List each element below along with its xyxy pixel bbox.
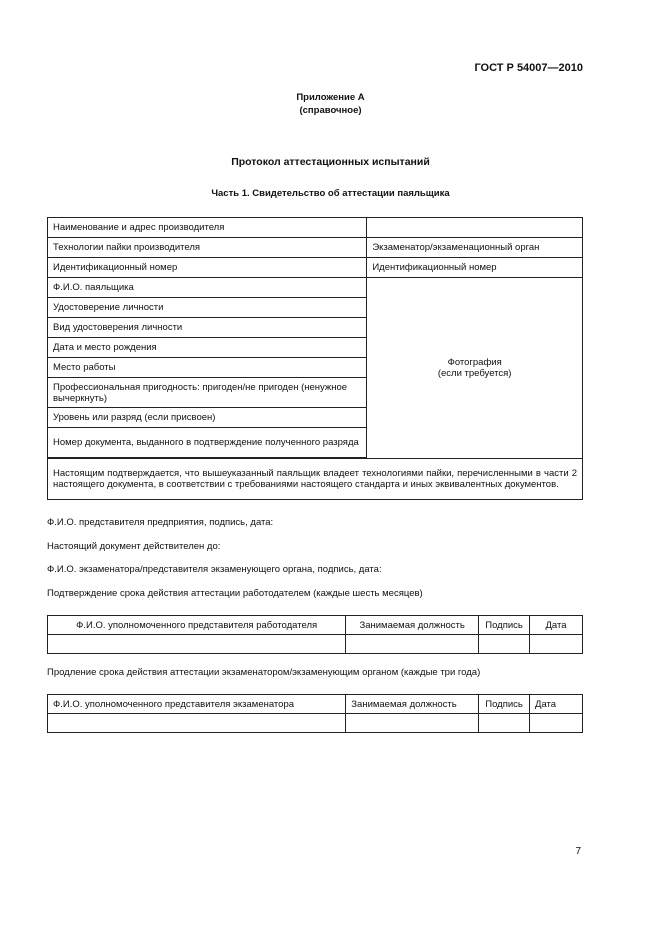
employer-table [47,615,583,654]
examiner-col-signature: Подпись [479,695,530,714]
id-doc-type-label: Вид удостоверения личности [48,318,367,338]
photo-note: (если требуется) [437,368,512,379]
employer-cell-signature [479,635,530,654]
employer-cell-position [346,635,479,654]
fitness-label: Профессиональная пригодность: пригоден/не пригоден (ненужное вычеркнуть) [48,378,367,408]
appendix-title: Приложение А [296,92,365,103]
examiner-col-position: Занимаемая должность [346,695,479,714]
grade-label: Уровень или разряд (если присвоен) [48,408,367,428]
representative-line: Ф.И.О. представителя предприятия, подпись, дата: [47,517,274,528]
part-title: Часть 1. Свидетельство об аттестации паяльщика [211,188,450,199]
examiner-org-label: Экзаменатор/экзаменационный орган [367,238,583,258]
certificate-table [47,217,583,500]
examiner-cell-signature [479,714,530,733]
manufacturer-label: Наименование и адрес производителя [48,218,367,238]
employer-confirm-line: Подтверждение срока действия аттестации работодателем (каждые шесть месяцев) [47,588,423,599]
examiner-line: Ф.И.О. экзаменатора/представителя экзаменующего органа, подпись, дата: [47,564,382,575]
examiner-cell-date [530,714,583,733]
examiner-table [47,694,583,733]
technologies-label: Технологии пайки производителя [48,238,367,258]
doc-number-label: Номер документа, выданного в подтверждение полученного разряда [48,428,367,458]
appendix-subtitle: (справочное) [299,105,362,116]
standard-header: ГОСТ Р 54007—2010 [474,62,583,74]
birth-label: Дата и место рождения [48,338,367,358]
employer-col-date: Дата [530,616,583,635]
welder-name-label: Ф.И.О. паяльщика [48,278,367,298]
employer-col-name: Ф.И.О. уполномоченного представителя работодателя [48,616,346,635]
valid-until-line: Настоящий документ действителен до: [47,541,221,552]
extension-line: Продление срока действия аттестации экзаменатором/экзаменующим органом (каждые три года) [47,667,481,678]
examiner-col-name: Ф.И.О. уполномоченного представителя экзаменатора [48,695,346,714]
workplace-label: Место работы [48,358,367,378]
employer-col-position: Занимаемая должность [346,616,479,635]
employer-cell-date [530,635,583,654]
employer-col-signature: Подпись [479,616,530,635]
page-number: 7 [575,846,581,857]
photo-cell [367,278,583,459]
id-number-right: Идентификационный номер [367,258,583,278]
photo-label: Фотография [447,357,502,368]
examiner-col-date: Дата [530,695,583,714]
protocol-title: Протокол аттестационных испытаний [231,156,430,168]
id-doc-label: Удостоверение личности [48,298,367,318]
examiner-cell-position [346,714,479,733]
examiner-cell-name [48,714,346,733]
id-number-left: Идентификационный номер [48,258,367,278]
confirmation-text: Настоящим подтверждается, что вышеуказанный паяльщик владеет технологиями пайки, перечисленными в части 2 настоящего документа, в соответствии с требованиями настоящего стандарта и иных эквивалентных документов. [48,459,583,500]
employer-cell-name [48,635,346,654]
manufacturer-value [367,218,583,238]
